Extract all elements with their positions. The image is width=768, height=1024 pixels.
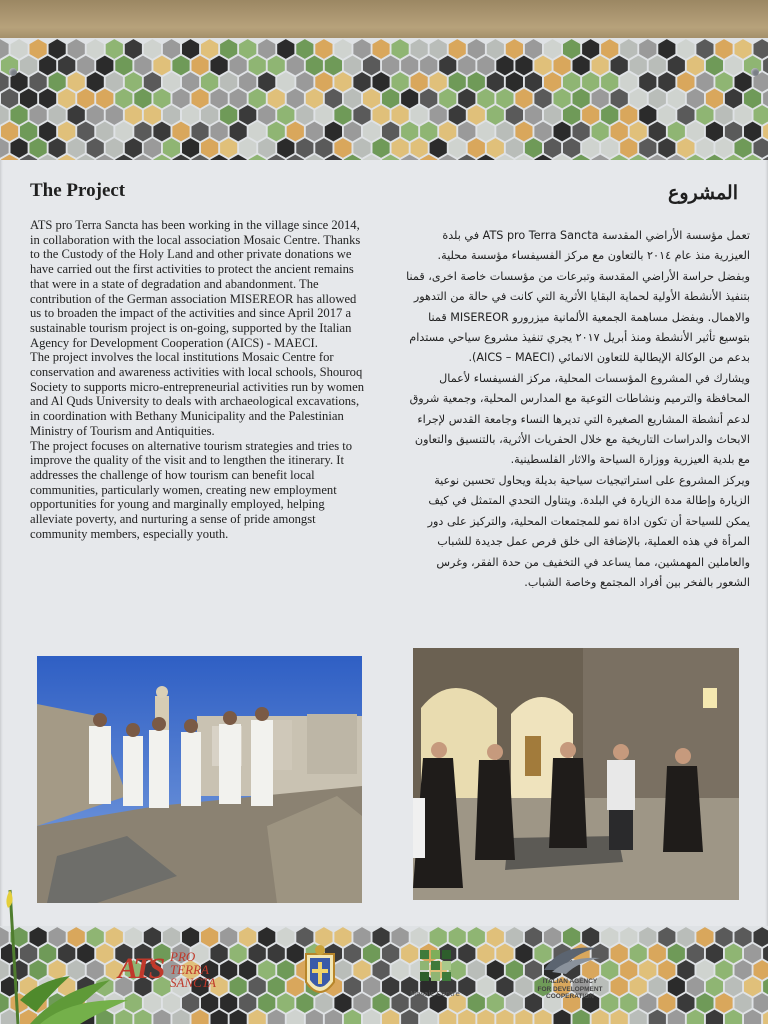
friars-courtyard-photo (413, 648, 739, 900)
english-text-column (30, 218, 368, 541)
heading-english: The Project (30, 180, 126, 201)
paragraph-en: The project focuses on alternative tourism strategies and tries to improve the quality of the visit and to lengthen the itinerary. It addresses the challenge of how tourism can benefit local communities, particularly women, creating new employment opportunities for young and marginally employed, helping alleviate poverty, and nurturing a sense of pride amongst community members, especially youth. (30, 438, 353, 541)
paragraph-en: The project involves the local institutions Mosaic Centre for conservation and awareness activities with local schools, Shouroq Society to supports micro-entrepreneurial activities run by women and Al Quds University to deals with archaeological excavations, in coordination with Bethany Municipality and the Palestinian Ministry of Tourism and Antiquities. (30, 350, 364, 438)
foreground-plant (0, 880, 140, 1024)
aics-logo (530, 940, 610, 1008)
aics-line: COOPERATION (546, 993, 594, 1000)
paragraph-en: ATS pro Terra Sancta has been working in the village since 2014, in collaboration with the local association Mosaic Centre. Thanks to the Custody of the Holy Land and other private donations we have carried out the first activities to protect the ancient remains that were in a state of degradation and abandonment. The contribution of the German association MISEREOR has allowed us to broaden the impact of the activities and since April 2017 a sustainable tourism project is on-going, supported by the Italian Agency for Development Cooperation (AICS) - MAECI. (30, 218, 361, 350)
aics-wordmark (530, 978, 610, 1001)
mosaic-header-band (0, 38, 768, 160)
arabic-text-column (404, 226, 750, 593)
paragraph-ar: تعمل مؤسسة الأراضي المقدسة ATS pro Terra Sancta في بلدة العيزرية منذ عام ٢٠١٤ بالتعاون مع مركز الفسيفساء مؤسسة محلية. وبفضل حراسة الأراضي المقدسة وتبرعات من مؤسسات خاصة اخرى، قمنا بتنفيذ الأنشطة الأولية لحماية البقايا الأثرية التي كانت في حالة من التدهور والاهمال. وبفضل مساهمة الجمعية الألمانية ميزرورو MISEREOR قمنا بتوسيع تأثير الأنشطة ومنذ أبريل ٢٠١٧ يجري تنفيذ مشروع سياحي مستدام بدعم من الوكالة الإيطالية للتعاون الانمائي (AICS – MAECI). (406, 229, 750, 365)
mosaic-centre-logo (404, 946, 466, 1008)
custody-holy-land-crest-icon (298, 944, 342, 1006)
aics-line: FOR DEVELOPMENT (537, 985, 603, 993)
screw-icon (751, 68, 759, 76)
ats-logo-mark: ATS (118, 952, 163, 985)
ats-logo-line: TERRA (170, 962, 209, 977)
ats-logo-wordmark (170, 950, 216, 989)
excavation-team-photo (37, 656, 362, 903)
ats-logo-line: SANCTA (170, 975, 216, 990)
paragraph-ar: ويركز المشروع على استراتيجيات سياحية بديلة ويحاول تحسين نوعية الزيارة وإطالة مدة الزيارة في البلدة. ويتناول التحدي المتمثل في كيف يمكن للسياحة أن تكون اداة نمو للمجتمعات المحلية، والتركيز على دور المرأة في هذه العملية، بالإضافة الى خلق فرص عمل جديدة للشباب والعاملين المهمشين، مما يساعد في التخفيف من حدة الفقر، وغرس الشعور بالفخر بين أفراد المجتمع وخاصة الشباب. (427, 473, 750, 589)
paragraph-ar: ويشارك في المشروع المؤسسات المحلية، مركز الفسيفساء لأعمال المحافظة والترميم ونشاطات التوعية مع المدارس المحلية، وجمعية شروق لدعم أنشطة المشاريع الصغيرة التي تديرها النساء وجامعة القدس لإجراء الابحاث والدراسات التاريخية مع خلال الحفريات الأثرية، بالتنسيق والتعاون مع بلدية العيزرية ووزارة السياحة والاثار الفلسطينية. (409, 371, 750, 467)
screw-icon (9, 68, 17, 76)
mosaic-centre-caption: Mosaic Centre (410, 990, 460, 998)
heading-arabic: المشروع (668, 183, 738, 204)
aics-line: ITALIAN AGENCY (542, 978, 598, 985)
ats-logo-line: PRO (170, 949, 196, 964)
